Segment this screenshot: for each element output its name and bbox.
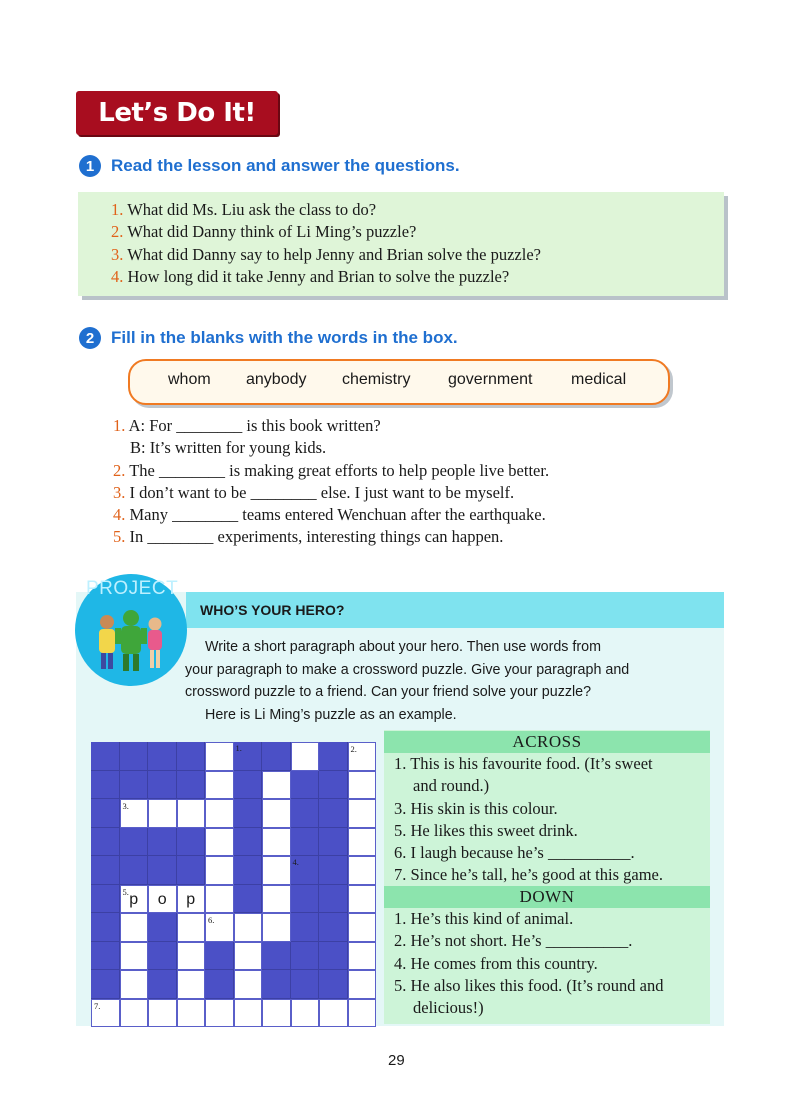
across-clue: 6. I laugh because he’s __________. [394,843,635,863]
crossword-block [319,913,348,942]
cell-letter: p [186,891,196,908]
lets-do-it-banner: Let’s Do It! [76,91,278,135]
across-clue: 5. He likes this sweet drink. [394,820,578,840]
crossword-cell[interactable] [348,856,377,885]
crossword-block [148,856,177,885]
down-clue: 4. He comes from this country. [394,953,598,973]
crossword-cell[interactable] [348,885,377,914]
crossword-block [91,742,120,771]
word-box [128,359,670,405]
crossword-cell[interactable] [262,771,291,800]
crossword-block [234,771,263,800]
crossword-block [319,742,348,771]
crossword-block [291,885,320,914]
cell-number: 7. [94,1000,101,1011]
crossword-block [120,742,149,771]
across-clue: 3. His skin is this colour. [394,798,558,818]
crossword-cell[interactable] [205,799,234,828]
crossword-block [148,742,177,771]
project-label: PROJECT [86,578,179,599]
crossword-cell[interactable] [120,799,149,828]
crossword-block [234,885,263,914]
crossword-block [148,942,177,971]
crossword-block [291,799,320,828]
down-clue: delicious!) [413,998,484,1018]
crossword-block [319,942,348,971]
section-1-heading: Read the lesson and answer the questions. [111,156,460,175]
crossword-cell[interactable] [205,742,234,771]
page-number: 29 [388,1052,405,1069]
crossword-block [148,771,177,800]
crossword-block [148,970,177,999]
crossword-cell[interactable] [120,970,149,999]
fill-in-item: 4. Many ________ teams entered Wenchuan after the earthquake. [113,505,546,525]
fill-in-item: 5. In ________ experiments, interesting things can happen. [113,527,504,547]
cell-number: 5. [122,886,129,897]
crossword-cell[interactable] [262,999,291,1028]
crossword-block [91,828,120,857]
crossword-cell[interactable] [348,970,377,999]
crossword-block [234,742,263,771]
crossword-cell[interactable] [205,913,234,942]
crossword-block [91,799,120,828]
crossword-cell[interactable] [205,771,234,800]
crossword-block [262,742,291,771]
crossword-block [91,885,120,914]
crossword-cell[interactable] [120,999,149,1028]
crossword-block [319,771,348,800]
crossword-cell[interactable] [148,885,177,914]
word-box-word: government [448,371,533,388]
across-clue: 7. Since he’s tall, he’s good at this game. [394,865,663,885]
crossword-cell[interactable] [177,913,206,942]
crossword-cell[interactable] [205,885,234,914]
crossword-block [291,970,320,999]
crossword-cell[interactable] [120,913,149,942]
crossword-cell[interactable] [148,999,177,1028]
crossword-cell[interactable] [348,999,377,1028]
section-2-heading: Fill in the blanks with the words in the box. [111,328,458,347]
crossword-block [262,942,291,971]
crossword-block [91,856,120,885]
crossword-block [234,799,263,828]
crossword-cell[interactable] [262,856,291,885]
paragraph-line: your paragraph to make a crossword puzzle. Give your paragraph and [185,661,630,678]
crossword-cell[interactable] [291,742,320,771]
crossword-block [177,771,206,800]
paragraph-line: crossword puzzle to a friend. Can your friend solve your puzzle? [185,684,592,700]
crossword-cell[interactable] [291,999,320,1028]
section-2-number: 2 [79,327,101,349]
crossword-block [91,970,120,999]
crossword-block [91,771,120,800]
cell-number: 4. [292,857,299,867]
crossword-block [177,828,206,857]
question-item: 2. What did Danny think of Li Ming’s puzzle? [111,222,417,242]
crossword-cell[interactable] [348,771,377,800]
cell-letter: o [157,891,167,908]
word-box-word: whom [168,371,211,388]
crossword-cell[interactable] [262,913,291,942]
crossword-cell[interactable] [234,970,263,999]
crossword-block [319,856,348,885]
down-heading: DOWN [384,886,710,908]
down-clues [394,908,710,1019]
question-item: 4. How long did it take Jenny and Brian to solve the puzzle? [111,266,510,286]
crossword-block [177,742,206,771]
crossword-block [91,942,120,971]
crossword-block [148,913,177,942]
crossword-block [177,856,206,885]
crossword-block [291,913,320,942]
fill-in-item: 1. A: For ________ is this book written? [113,416,381,435]
crossword-cell[interactable] [262,799,291,828]
cell-number: 3. [122,801,129,811]
crossword-block [91,913,120,942]
across-heading: ACROSS [384,731,710,753]
question-item: 1. What did Ms. Liu ask the class to do? [111,200,377,219]
crossword-block [291,828,320,857]
across-clue: 1. This is his favourite food. (It’s sweet [394,754,653,773]
crossword-cell[interactable] [234,913,263,942]
crossword-cell[interactable] [348,913,377,942]
fill-in-item: B: It’s written for young kids. [130,438,327,458]
crossword-cell[interactable] [348,742,377,771]
fill-in-item: 3. I don’t want to be ________ else. I just want to be myself. [113,482,515,502]
crossword-cell[interactable] [319,999,348,1028]
crossword-block [291,942,320,971]
crossword-block [291,856,320,885]
crossword-cell[interactable] [348,799,377,828]
crossword-cell[interactable] [91,999,120,1028]
crossword-block [319,885,348,914]
fill-in-item: 2. The ________ is making great efforts to help people live better. [113,460,550,480]
project-title: WHO’S YOUR HERO? [200,602,345,618]
crossword-block [120,828,149,857]
section-1-number: 1 [79,155,101,177]
crossword-cell[interactable] [177,970,206,999]
down-clue: 1. He’s this kind of animal. [394,909,574,928]
crossword-block [291,771,320,800]
paragraph-line: Here is Li Ming’s puzzle as an example. [205,706,457,723]
crossword-cell[interactable] [205,828,234,857]
crossword-cell[interactable] [205,999,234,1028]
crossword-cell[interactable] [234,942,263,971]
crossword-cell[interactable] [177,942,206,971]
fill-in-list [113,415,549,549]
down-clue: 2. He’s not short. He’s __________. [394,931,633,951]
crossword-cell[interactable] [234,999,263,1028]
crossword-block [148,828,177,857]
crossword-cell[interactable] [205,856,234,885]
crossword-block [205,942,234,971]
crossword-block [319,970,348,999]
crossword-cell[interactable] [177,885,206,914]
cell-number: 2. [350,744,357,754]
crossword-cell[interactable] [262,828,291,857]
across-clue: and round.) [413,776,490,796]
crossword-block [120,856,149,885]
paragraph-line: Write a short paragraph about your hero. Then use words from [205,639,602,655]
down-clue: 5. He also likes this food. (It’s round and [394,975,664,995]
crossword-block [262,970,291,999]
crossword-cell[interactable] [120,885,149,914]
questions-list [111,199,541,288]
crossword-cell[interactable] [177,799,206,828]
question-item: 3. What did Danny say to help Jenny and Brian solve the puzzle? [111,244,541,264]
crossword-cell[interactable] [348,942,377,971]
crossword-block [234,828,263,857]
cell-number: 6. [208,915,215,925]
crossword-cell[interactable] [148,799,177,828]
across-clues [394,753,710,887]
word-box-word: medical [571,371,627,388]
crossword-cell[interactable] [120,942,149,971]
crossword-cell[interactable] [262,885,291,914]
project-paragraph [185,636,715,726]
crossword-block [319,799,348,828]
cell-letter: p [129,891,139,908]
crossword-block [205,970,234,999]
crossword-block [319,828,348,857]
word-box-word: chemistry [342,371,411,388]
cell-number: 1. [235,743,242,753]
crossword-cell[interactable] [177,999,206,1028]
crossword-block [120,771,149,800]
crossword-cell[interactable] [348,828,377,857]
crossword-block [234,856,263,885]
word-box-word: anybody [246,371,307,388]
